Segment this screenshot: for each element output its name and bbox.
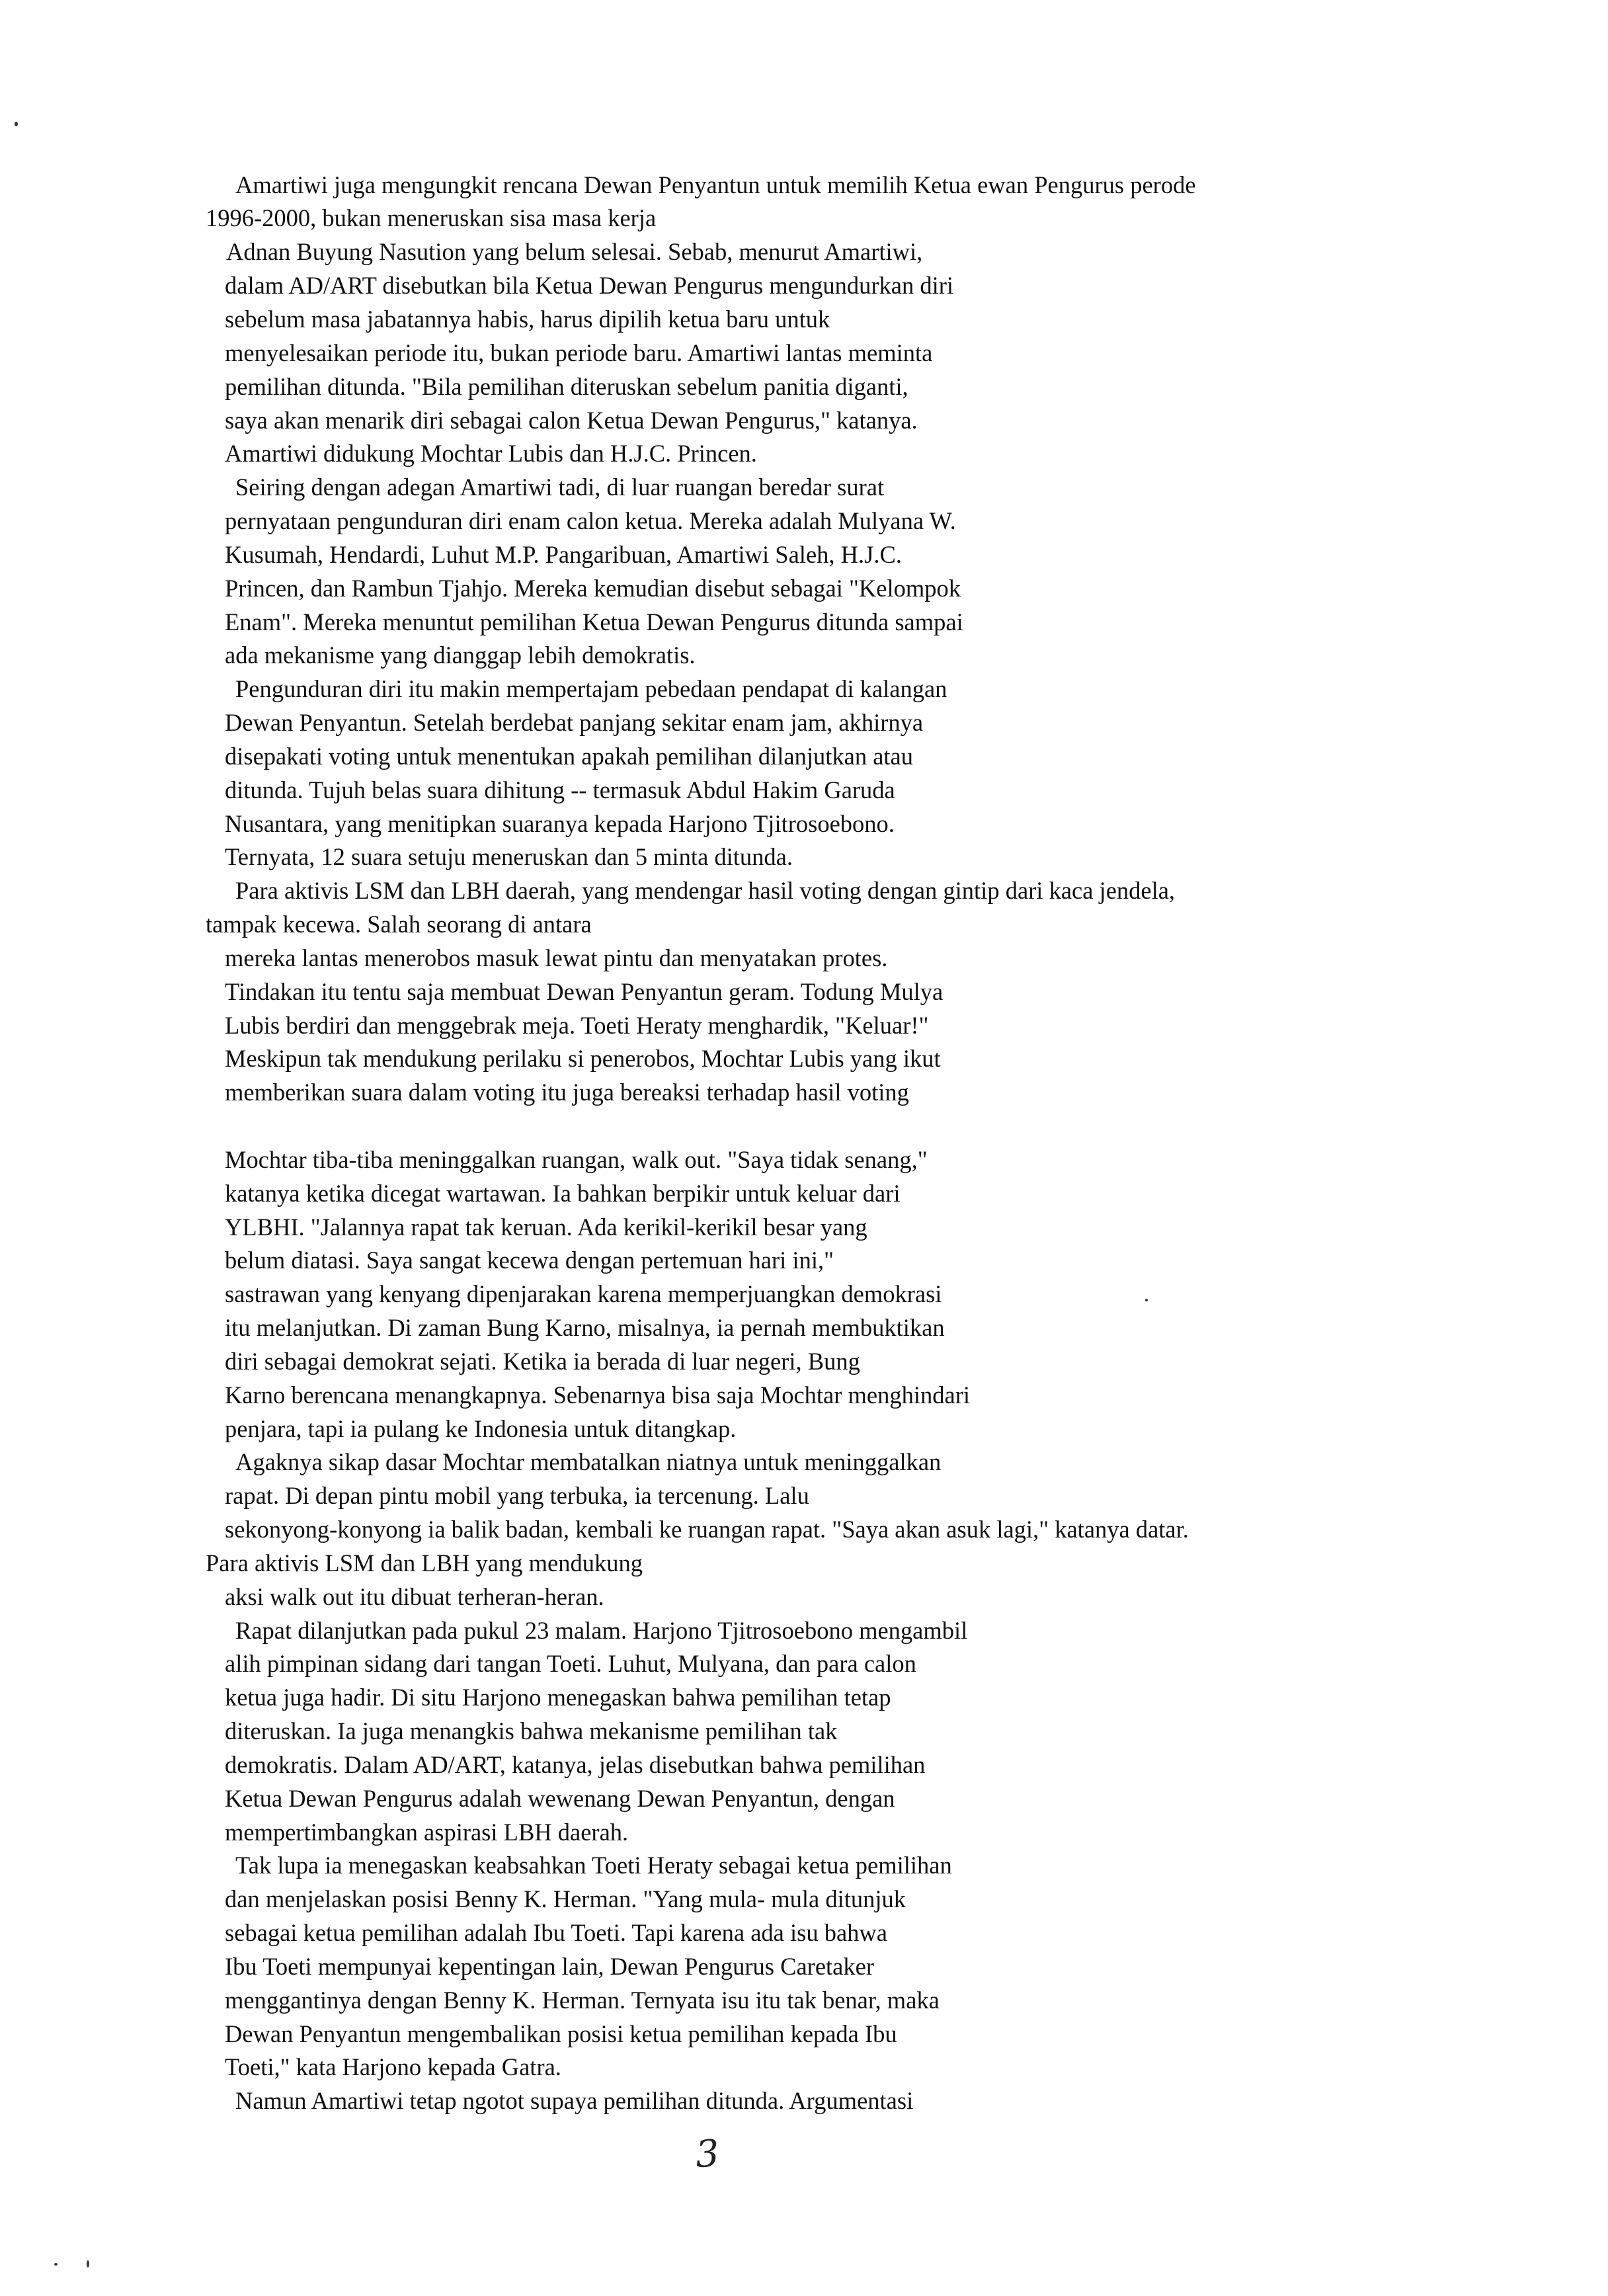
text-line: Karno berencana menangkapnya. Sebenarnya bisa saja Mochtar menghindari [225,1381,970,1409]
scan-speck [54,2263,58,2266]
text-line: dan menjelaskan posisi Benny K. Herman. "Yang mula- mula ditunjuk [225,1885,906,1912]
text-line: saya akan menarik diri sebagai calon Ketua Dewan Pengurus," katanya. [225,407,918,434]
text-line: sastrawan yang kenyang dipenjarakan karena memperjuangkan demokrasi [225,1280,942,1307]
text-line: Amartiwi juga mengungkit rencana Dewan Penyantun untuk memilih Ketua ewan Pengurus perode [235,171,1196,198]
text-line: Agaknya sikap dasar Mochtar membatalkan niatnya untuk meninggalkan [235,1448,942,1475]
text-line: Ternyata, 12 suara setuju meneruskan dan 5 minta ditunda. [225,843,793,870]
text-line: Ibu Toeti mempunyai kepentingan lain, Dewan Pengurus Caretaker [225,1953,874,1980]
text-line: Lubis berdiri dan menggebrak meja. Toeti Heraty menghardik, "Keluar!" [225,1012,929,1039]
text-line: pemilihan ditunda. "Bila pemilihan diteruskan sebelum panitia diganti, [225,373,908,400]
text-line: Pengunduran diri itu makin mempertajam pebedaan pendapat di kalangan [235,675,947,702]
text-line: 1996-2000, bukan meneruskan sisa masa kerja [206,204,657,231]
text-line: aksi walk out itu dibuat terheran-heran. [225,1583,604,1610]
text-line: ditunda. Tujuh belas suara dihitung -- termasuk Abdul Hakim Garuda [225,776,895,803]
scan-speck [1145,1299,1148,1301]
text-line: sekonyong-konyong ia balik badan, kembali ke ruangan rapat. "Saya akan asuk lagi," katanya datar. [225,1516,1189,1543]
text-line: Toeti," kata Harjono kepada Gatra. [225,2053,561,2080]
text-line: Amartiwi didukung Mochtar Lubis dan H.J.C. Princen. [225,440,757,467]
text-line: Seiring dengan adegan Amartiwi tadi, di luar ruangan beredar surat [235,473,885,501]
text-line: Dewan Penyantun. Setelah berdebat panjang sekitar enam jam, akhirnya [225,709,924,736]
text-line: Ketua Dewan Pengurus adalah wewenang Dewan Penyantun, dengan [225,1785,895,1812]
text-line: penjara, tapi ia pulang ke Indonesia untuk ditangkap. [225,1415,737,1442]
text-line: YLBHI. "Jalannya rapat tak keruan. Ada kerikil-kerikil besar yang [225,1213,867,1241]
text-line: mereka lantas menerobos masuk lewat pintu dan menyatakan protes. [225,944,888,971]
scan-speck [15,122,18,126]
text-line: Para aktivis LSM dan LBH daerah, yang mendengar hasil voting dengan gintip dari kaca jendela, [235,877,1176,904]
text-line: Nusantara, yang menitipkan suaranya kepada Harjono Tjitrosoebono. [225,810,895,837]
text-line: memberikan suara dalam voting itu juga bereaksi terhadap hasil voting [225,1079,909,1106]
text-line: Meskipun tak mendukung perilaku si penerobos, Mochtar Lubis yang ikut [225,1045,941,1072]
text-line: alih pimpinan sidang dari tangan Toeti. Luhut, Mulyana, dan para calon [225,1650,916,1677]
text-line: dalam AD/ART disebutkan bila Ketua Dewan Pengurus mengundurkan diri [225,272,954,299]
text-line: itu melanjutkan. Di zaman Bung Karno, misalnya, ia pernah membuktikan [225,1314,945,1341]
text-line: belum diatasi. Saya sangat kecewa dengan pertemuan hari ini," [225,1247,834,1274]
text-line: tampak kecewa. Salah seorang di antara [206,911,592,938]
text-line: Namun Amartiwi tetap ngotot supaya pemilihan ditunda. Argumentasi [235,2087,914,2114]
text-line: Para aktivis LSM dan LBH yang mendukung [206,1549,643,1577]
text-line: Adnan Buyung Nasution yang belum selesai. Sebab, menurut Amartiwi, [226,238,923,265]
text-line: Tak lupa ia menegaskan keabsahkan Toeti Heraty sebagai ketua pemilihan [235,1852,952,1879]
scan-speck [87,2260,89,2268]
text-line: menggantinya dengan Benny K. Herman. Ternyata isu itu tak benar, maka [225,1987,940,2014]
text-line: Enam". Mereka menuntut pemilihan Ketua Dewan Pengurus ditunda sampai [225,608,963,636]
text-line: Dewan Penyantun mengembalikan posisi ketua pemilihan kepada Ibu [225,2020,897,2047]
text-line: diteruskan. Ia juga menangkis bahwa mekanisme pemilihan tak [225,1717,838,1744]
text-line: Mochtar tiba-tiba meninggalkan ruangan, walk out. "Saya tidak senang," [225,1146,928,1173]
text-line: diri sebagai demokrat sejati. Ketika ia berada di luar negeri, Bung [225,1348,860,1375]
text-line: Tindakan itu tentu saja membuat Dewan Penyantun geram. Todung Mulya [225,978,944,1005]
text-line: demokratis. Dalam AD/ART, katanya, jelas disebutkan bahwa pemilihan [225,1751,926,1778]
text-line: katanya ketika dicegat wartawan. Ia bahkan berpikir untuk keluar dari [225,1180,901,1207]
text-line: sebelum masa jabatannya habis, harus dipilih ketua baru untuk [225,306,830,333]
text-line: sebagai ketua pemilihan adalah Ibu Toeti. Tapi karena ada isu bahwa [225,1919,887,1946]
text-line: pernyataan pengunduran diri enam calon ketua. Mereka adalah Mulyana W. [225,507,956,534]
text-line: mempertimbangkan aspirasi LBH daerah. [225,1819,629,1846]
text-line: rapat. Di depan pintu mobil yang terbuka, ia tercenung. Lalu [225,1482,809,1509]
page-number: 3 [694,2131,721,2177]
text-line: ketua juga hadir. Di situ Harjono menegaskan bahwa pemilihan tetap [225,1684,891,1711]
text-line: menyelesaikan periode itu, bukan periode baru. Amartiwi lantas meminta [225,339,933,366]
text-line: Kusumah, Hendardi, Luhut M.P. Pangaribuan, Amartiwi Saleh, H.J.C. [225,541,902,568]
text-line: Rapat dilanjutkan pada pukul 23 malam. Harjono Tjitrosoebono mengambil [235,1617,968,1644]
text-line: disepakati voting untuk menentukan apakah pemilihan dilanjutkan atau [225,743,913,770]
text-line: ada mekanisme yang dianggap lebih demokratis. [225,641,696,669]
text-line: Princen, dan Rambun Tjahjo. Mereka kemudian disebut sebagai "Kelompok [225,575,961,602]
